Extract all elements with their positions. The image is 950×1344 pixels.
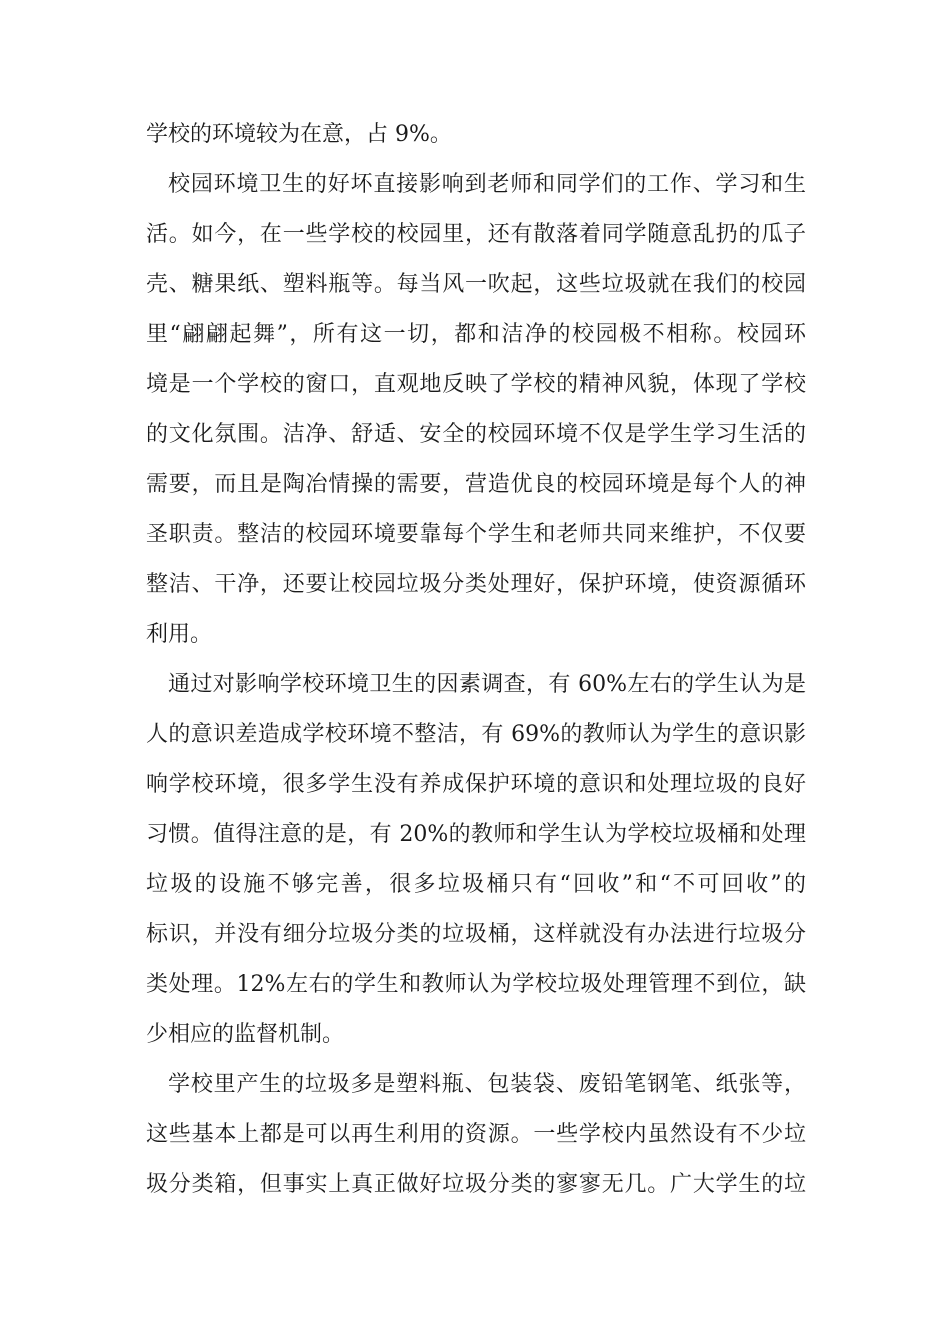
paragraph-line: 学校的环境较为在意，占 9%。: [146, 122, 452, 147]
paragraph-line: 活。如今，在一些学校的校园里，还有散落着同学随意乱扔的瓜子: [146, 222, 806, 247]
paragraph-line: 类处理。12%左右的学生和教师认为学校垃圾处理管理不到位，缺: [146, 972, 806, 997]
paragraph-line: 标识，并没有细分垃圾分类的垃圾桶，这样就没有办法进行垃圾分: [146, 922, 806, 947]
paragraph-line: 整洁、干净，还要让校园垃圾分类处理好，保护环境，使资源循环: [146, 572, 806, 597]
paragraph-line: 圣职责。整洁的校园环境要靠每个学生和老师共同来维护，不仅要: [146, 522, 806, 547]
paragraph-line: 圾分类箱，但事实上真正做好垃圾分类的寥寥无几。广大学生的垃: [146, 1172, 806, 1197]
paragraph-line: 通过对影响学校环境卫生的因素调查，有 60%左右的学生认为是: [168, 672, 806, 697]
paragraph-line: 这些基本上都是可以再生利用的资源。一些学校内虽然设有不少垃: [146, 1122, 806, 1147]
paragraph-line: 习惯。值得注意的是，有 20%的教师和学生认为学校垃圾桶和处理: [146, 822, 806, 847]
paragraph-line: 利用。: [146, 622, 213, 647]
paragraph-line: 响学校环境，很多学生没有养成保护环境的意识和处理垃圾的良好: [146, 772, 806, 797]
paragraph-line: 人的意识差造成学校环境不整洁，有 69%的教师认为学生的意识影: [146, 722, 806, 747]
paragraph-line: 境是一个学校的窗口，直观地反映了学校的精神风貌，体现了学校: [146, 372, 806, 397]
paragraph-line: 需要，而且是陶冶情操的需要，营造优良的校园环境是每个人的神: [146, 472, 806, 497]
paragraph-line: 少相应的监督机制。: [146, 1022, 345, 1047]
paragraph-line: 学校里产生的垃圾多是塑料瓶、包装袋、废铅笔钢笔、纸张等，: [168, 1072, 806, 1097]
paragraph-line: 里“翩翩起舞”，所有这一切，都和洁净的校园极不相称。校园环: [146, 322, 806, 347]
paragraph-line: 垃圾的设施不够完善，很多垃圾桶只有“回收”和“不可回收”的: [146, 872, 806, 897]
paragraph-line: 的文化氛围。洁净、舒适、安全的校园环境不仅是学生学习生活的: [146, 422, 806, 447]
paragraph-line: 壳、糖果纸、塑料瓶等。每当风一吹起，这些垃圾就在我们的校园: [146, 272, 806, 297]
paragraph-line: 校园环境卫生的好坏直接影响到老师和同学们的工作、学习和生: [168, 172, 806, 197]
